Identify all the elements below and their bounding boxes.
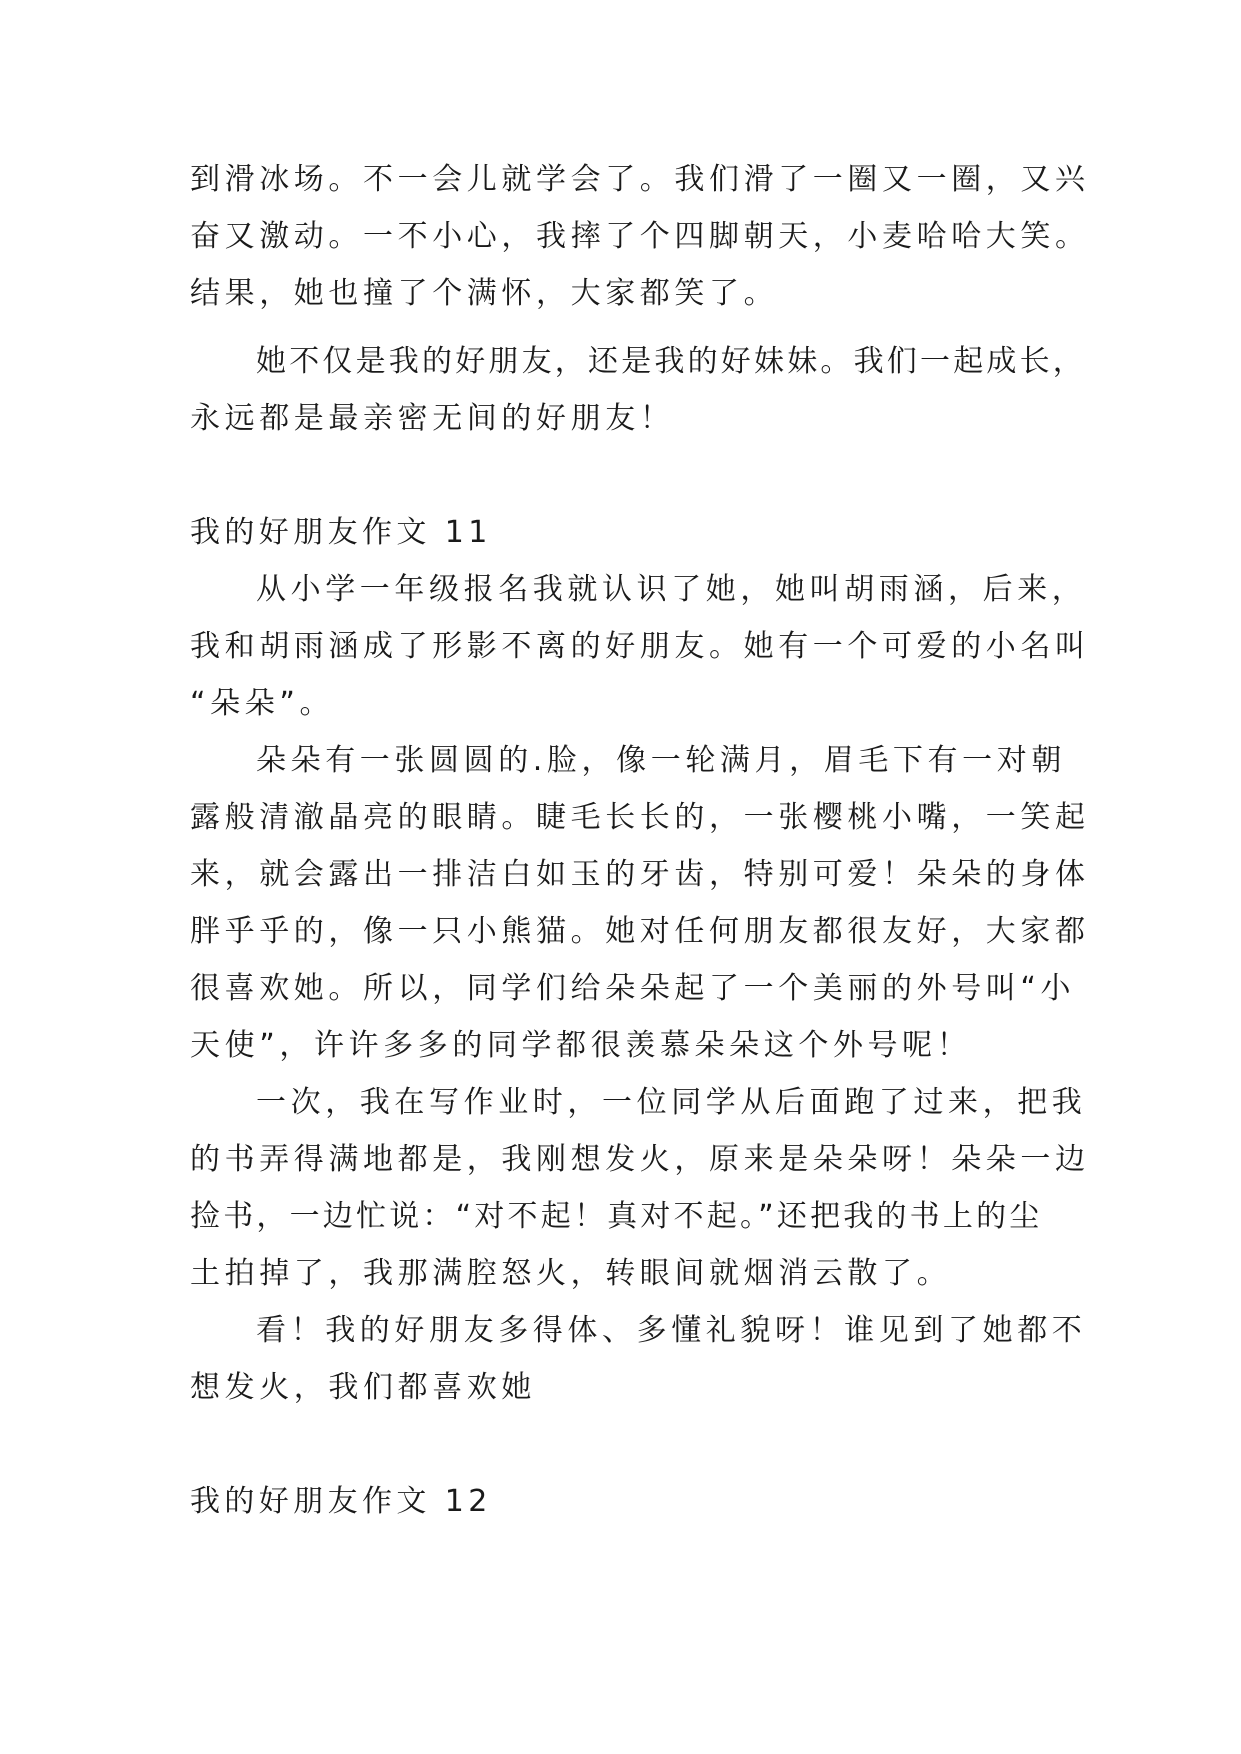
text-line: 朵朵有一张圆圆的.脸，像一轮满月，眉毛下有一对朝 xyxy=(256,743,1066,778)
text-line: 胖乎乎的，像一只小熊猫。她对任何朋友都很友好，大家都 xyxy=(190,914,1090,949)
text-line: 想发火，我们都喜欢她 xyxy=(190,1370,536,1405)
text-line: 我和胡雨涵成了形影不离的好朋友。她有一个可爱的小名叫 xyxy=(190,629,1090,664)
text-line: 到滑冰场。不一会儿就学会了。我们滑了一圈又一圈，又兴 xyxy=(190,162,1090,197)
text-line: 奋又激动。一不小心，我摔了个四脚朝天，小麦哈哈大笑。 xyxy=(190,219,1090,254)
text-line: 很喜欢她。所以，同学们给朵朵起了一个美丽的外号叫“小 xyxy=(190,971,1076,1006)
text-line: 露般清澈晶亮的眼睛。睫毛长长的，一张樱桃小嘴，一笑起 xyxy=(190,800,1090,835)
text-line: 她不仅是我的好朋友，还是我的好妹妹。我们一起成长， xyxy=(256,344,1086,379)
text-line: 天使”，许许多多的同学都很羡慕朵朵这个外号呢！ xyxy=(190,1028,972,1063)
text-line: 来，就会露出一排洁白如玉的牙齿，特别可爱！朵朵的身体 xyxy=(190,857,1090,892)
text-line: 从小学一年级报名我就认识了她，她叫胡雨涵，后来， xyxy=(256,572,1087,607)
section-heading: 我的好朋友作文 11 xyxy=(190,515,492,550)
text-line: “朵朵”。 xyxy=(190,686,335,721)
text-line: 一次，我在写作业时，一位同学从后面跑了过来，把我 xyxy=(256,1085,1087,1120)
text-line: 的书弄得满地都是，我刚想发火，原来是朵朵呀！朵朵一边 xyxy=(190,1142,1090,1177)
text-line: 土拍掉了，我那满腔怒火，转眼间就烟消云散了。 xyxy=(190,1256,952,1291)
text-line: 看！我的好朋友多得体、多懂礼貌呀！谁见到了她都不 xyxy=(256,1313,1087,1348)
section-heading: 我的好朋友作文 12 xyxy=(190,1484,492,1519)
text-line: 永远都是最亲密无间的好朋友！ xyxy=(190,401,675,436)
text-line: 结果，她也撞了个满怀，大家都笑了。 xyxy=(190,276,779,311)
text-line: 捡书，一边忙说：“对不起！真对不起。”还把我的书上的尘 xyxy=(190,1199,1043,1234)
